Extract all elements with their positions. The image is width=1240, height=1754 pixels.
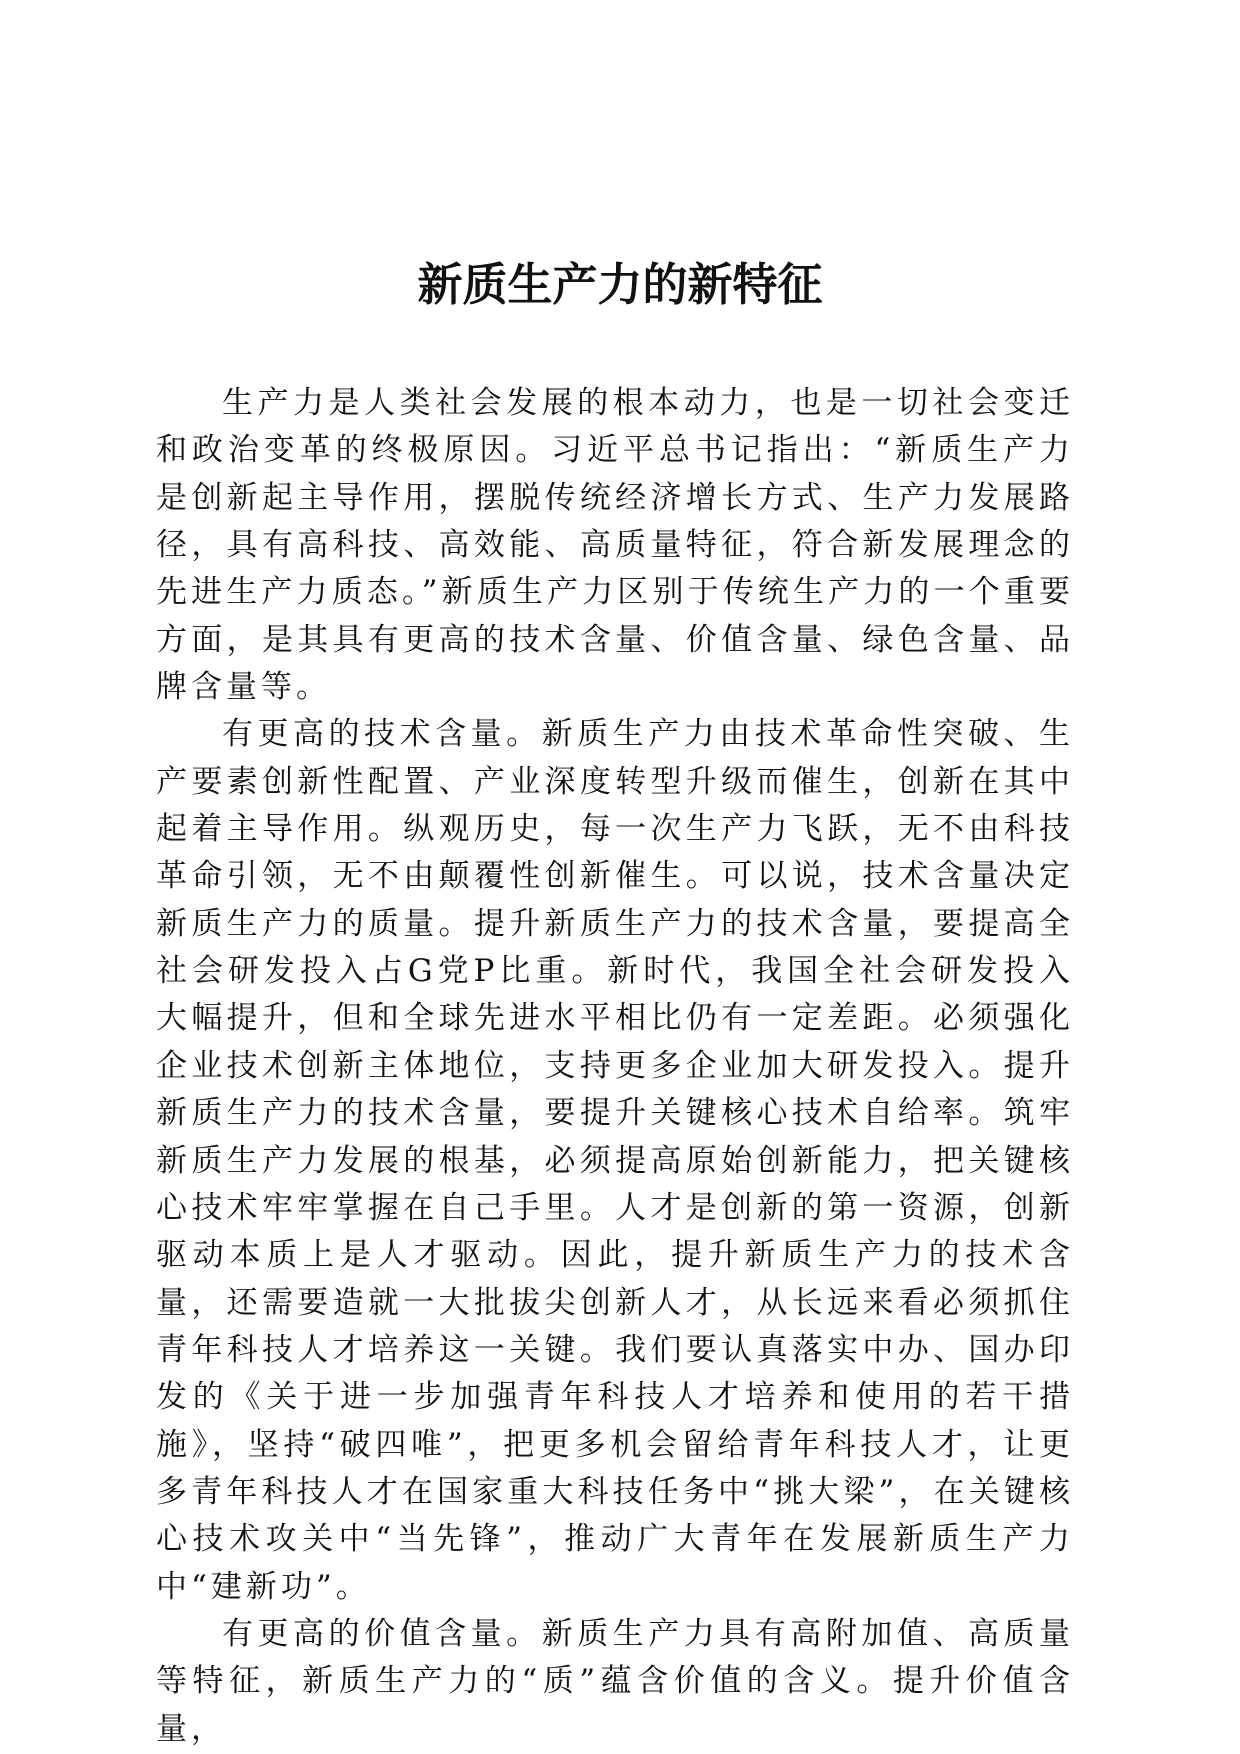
paragraph-technology-content: 有更高的技术含量。新质生产力由技术革命性突破、生产要素创新性配置、产业深度转型升级而催生，创新在其中起着主导作用。纵观历史，每一次生产力飞跃，无不由科技革命引领，无不由颠覆性创新催生。可以说，技术含量决定新质生产力的质量。提升新质生产力的技术含量，要提高全社会研发投入占G党P比重。新时代，我国全社会研发投入大幅提升，但和全球先进水平相比仍有一定差距。必须强化企业技术创新主体地位，支持更多企业加大研发投入。提升新质生产力的技术含量，要提升关键核心技术自给率。筑牢新质生产力发展的根基，必须提高原始创新能力，把关键核心技术牢牢掌握在自己手里。人才是创新的第一资源，创新驱动本质上是人才驱动。因此，提升新质生产力的技术含量，还需要造就一大批拔尖创新人才，从长远来看必须抓住青年科技人才培养这一关键。我们要认真落实中办、国办印发的《关于进一步加强青年科技人才培养和使用的若干措施》，坚持“破四唯”，把更多机会留给青年科技人才，让更多青年科技人才在国家重大科技任务中“挑大梁”，在关键核心技术攻关中“当先锋”，推动广大青年在发展新质生产力中“建新功”。 bbox=[156, 716, 1074, 1605]
document-body bbox=[156, 380, 1074, 1753]
paragraph-value-content: 有更高的价值含量。新质生产力具有高附加值、高质量等特征，新质生产力的“质”蕴含价值的含义。提升价值含量， bbox=[156, 1615, 1074, 1747]
document-title: 新质生产力的新特征 bbox=[417, 258, 823, 311]
paragraph-intro: 生产力是人类社会发展的根本动力，也是一切社会变迁和政治变革的终极原因。习近平总书记指出：“新质生产力是创新起主导作用，摆脱传统经济增长方式、生产力发展路径，具有高科技、高效能、高质量特征，符合新发展理念的先进生产力质态。”新质生产力区别于传统生产力的一个重要方面，是其具有更高的技术含量、价值含量、绿色含量、品牌含量等。 bbox=[156, 385, 1074, 706]
